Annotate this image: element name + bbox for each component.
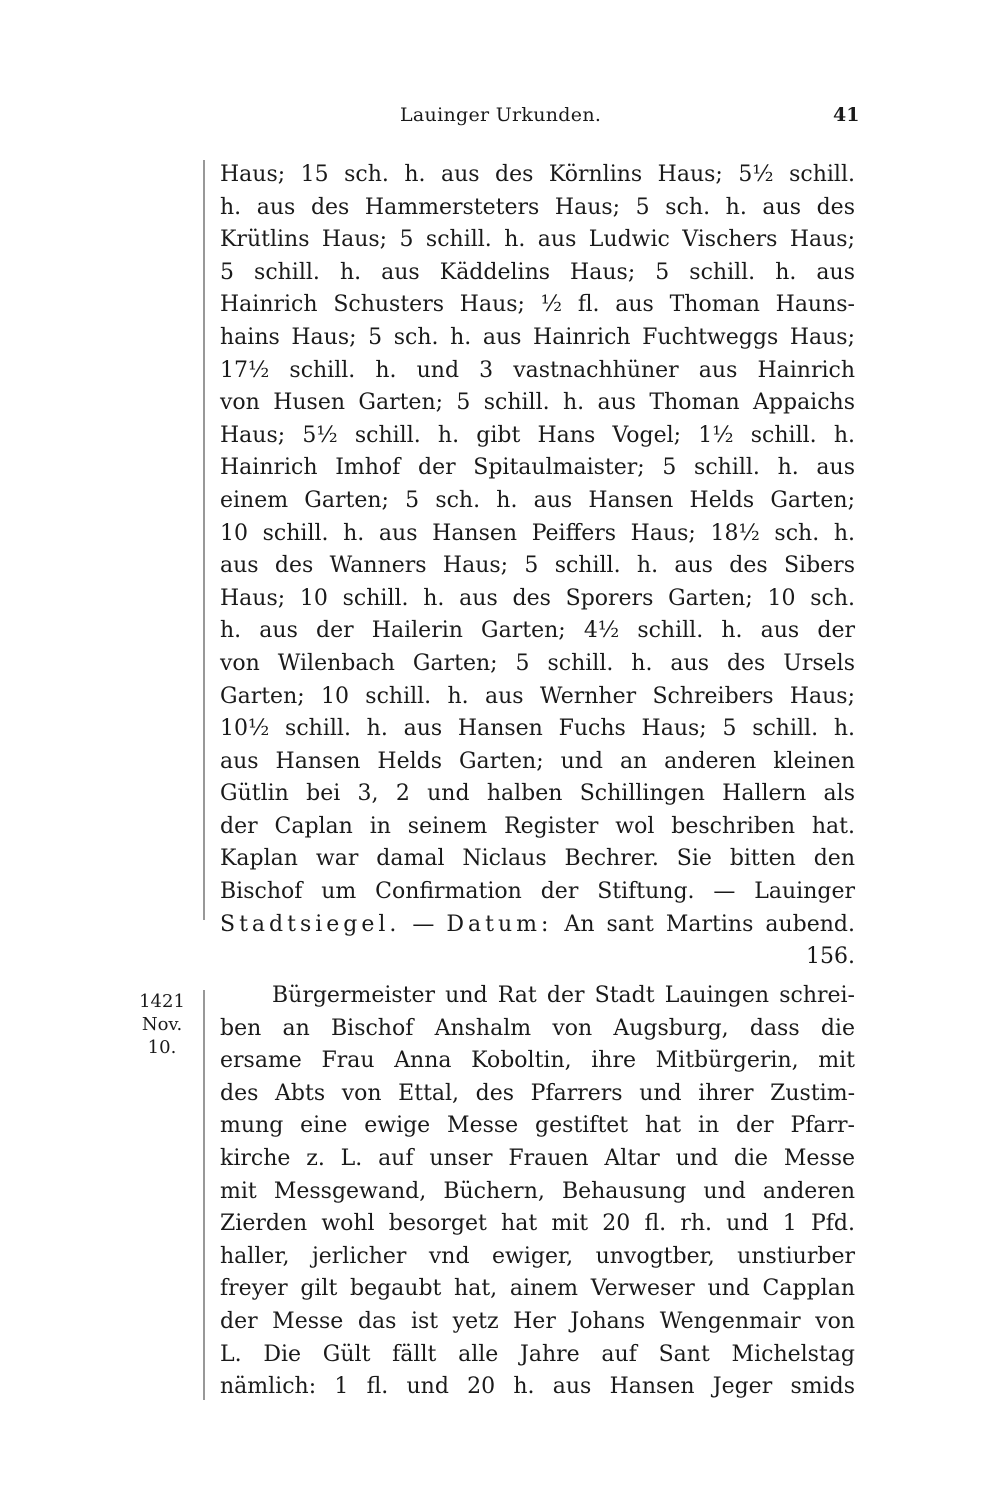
margin-rule-top — [203, 160, 205, 920]
margin-date-note — [132, 990, 192, 1059]
text-line: Bischof um Confirmation der Stiftung. — Lauinger — [220, 879, 855, 905]
date-text: An sant Martins aubend. — [552, 911, 855, 937]
text-line: ersame Frau Anna Koboltin, ihre Mitbürgerin, mit — [220, 1048, 855, 1074]
running-title: Lauinger Urkunden. — [400, 104, 602, 126]
text-line: der Messe das ist yetz Her Johans Wengenmair von — [220, 1308, 855, 1334]
text-line: einem Garten; 5 sch. h. aus Hansen Helds Garten; — [220, 487, 855, 513]
text-line: Krütlins Haus; 5 schill. h. aus Ludwic Vischers Haus; — [220, 227, 855, 253]
margin-year: 1421 — [139, 991, 185, 1012]
text-line: aus des Wanners Haus; 5 schill. h. aus des Sibers — [220, 553, 855, 579]
text-line: mung eine ewige Messe gestiftet hat in der Pfarr- — [220, 1113, 855, 1139]
text-line: Hainrich Schusters Haus; ½ fl. aus Thoman Hauns- — [220, 292, 855, 318]
text-line: 5 schill. h. aus Käddelins Haus; 5 schill. h. aus — [220, 259, 855, 285]
text-line: aus Hansen Helds Garten; und an anderen kleinen — [220, 748, 855, 774]
text-line: Garten; 10 schill. h. aus Wernher Schreibers Haus; — [220, 683, 855, 709]
document-text-block-1 — [220, 159, 855, 974]
text-line: Haus; 15 sch. h. aus des Körnlins Haus; 5½ schill. — [220, 162, 855, 187]
text-line: von Husen Garten; 5 schill. h. aus Thoman Appaichs — [220, 390, 855, 416]
text-line: 10½ schill. h. aus Hansen Fuchs Haus; 5 schill. h. — [220, 716, 855, 742]
margin-month: Nov. — [141, 1014, 183, 1035]
document-text-block-2 — [220, 980, 855, 1404]
text-line: ben an Bischof Anshalm von Augsburg, dass die — [220, 1015, 855, 1041]
text-line: mit Messgewand, Büchern, Behausung und anderen — [220, 1178, 855, 1204]
margin-rule-bottom — [203, 990, 205, 1400]
text-line: haller, jerlicher vnd ewiger, unvogtber, unstiurber — [220, 1243, 855, 1269]
text-line: des Abts von Ettal, des Pfarrers und ihrer Zustim- — [220, 1080, 855, 1106]
text-line: der Caplan in seinem Register wol beschriben hat. — [220, 813, 855, 839]
text-line: hains Haus; 5 sch. h. aus Hainrich Fuchtweggs Haus; — [220, 324, 855, 350]
document-number: 156. — [806, 944, 855, 970]
text-line: 10 schill. h. aus Hansen Peiffers Haus; 18½ sch. h. — [220, 520, 855, 546]
seal-label: Stadtsiegel. — [220, 911, 401, 937]
text-line: h. aus des Hammersteters Haus; 5 sch. h. aus des — [220, 194, 855, 220]
text-line: nämlich: 1 fl. und 20 h. aus Hansen Jeger smids — [220, 1374, 855, 1400]
text-line: Bürgermeister und Rat der Stadt Lauingen schrei- — [272, 983, 855, 1008]
text-line: Kaplan war damal Niclaus Bechrer. Sie bitten den — [220, 846, 855, 872]
text-line: Gütlin bei 3, 2 und halben Schillingen Hallern als — [220, 781, 855, 807]
text-line: Haus; 5½ schill. h. gibt Hans Vogel; 1½ schill. h. — [220, 422, 855, 448]
date-label: Datum: — [446, 911, 553, 937]
text-line: 17½ schill. h. und 3 vastnachhüner aus Hainrich — [220, 357, 855, 383]
text-line: von Wilenbach Garten; 5 schill. h. aus des Ursels — [220, 650, 855, 676]
text-line: Zierden wohl besorget hat mit 20 fl. rh. und 1 Pfd. — [220, 1211, 855, 1237]
text-line: kirche z. L. auf unser Frauen Altar und die Messe — [220, 1145, 855, 1171]
text-line: Hainrich Imhof der Spitaulmaister; 5 schill. h. aus — [220, 455, 855, 481]
seal-date-line — [220, 909, 855, 942]
page-number: 41 — [833, 104, 860, 126]
text-line: freyer gilt begaubt hat, ainem Verweser und Capplan — [220, 1276, 855, 1302]
text-line: L. Die Gült fällt alle Jahre auf Sant Michelstag — [220, 1341, 855, 1367]
margin-day: 10. — [147, 1037, 177, 1058]
text-line: h. aus der Hailerin Garten; 4½ schill. h. aus der — [220, 618, 855, 644]
text-line: Haus; 10 schill. h. aus des Sporers Garten; 10 sch. — [220, 585, 855, 611]
seal-dash: — — [400, 911, 447, 937]
